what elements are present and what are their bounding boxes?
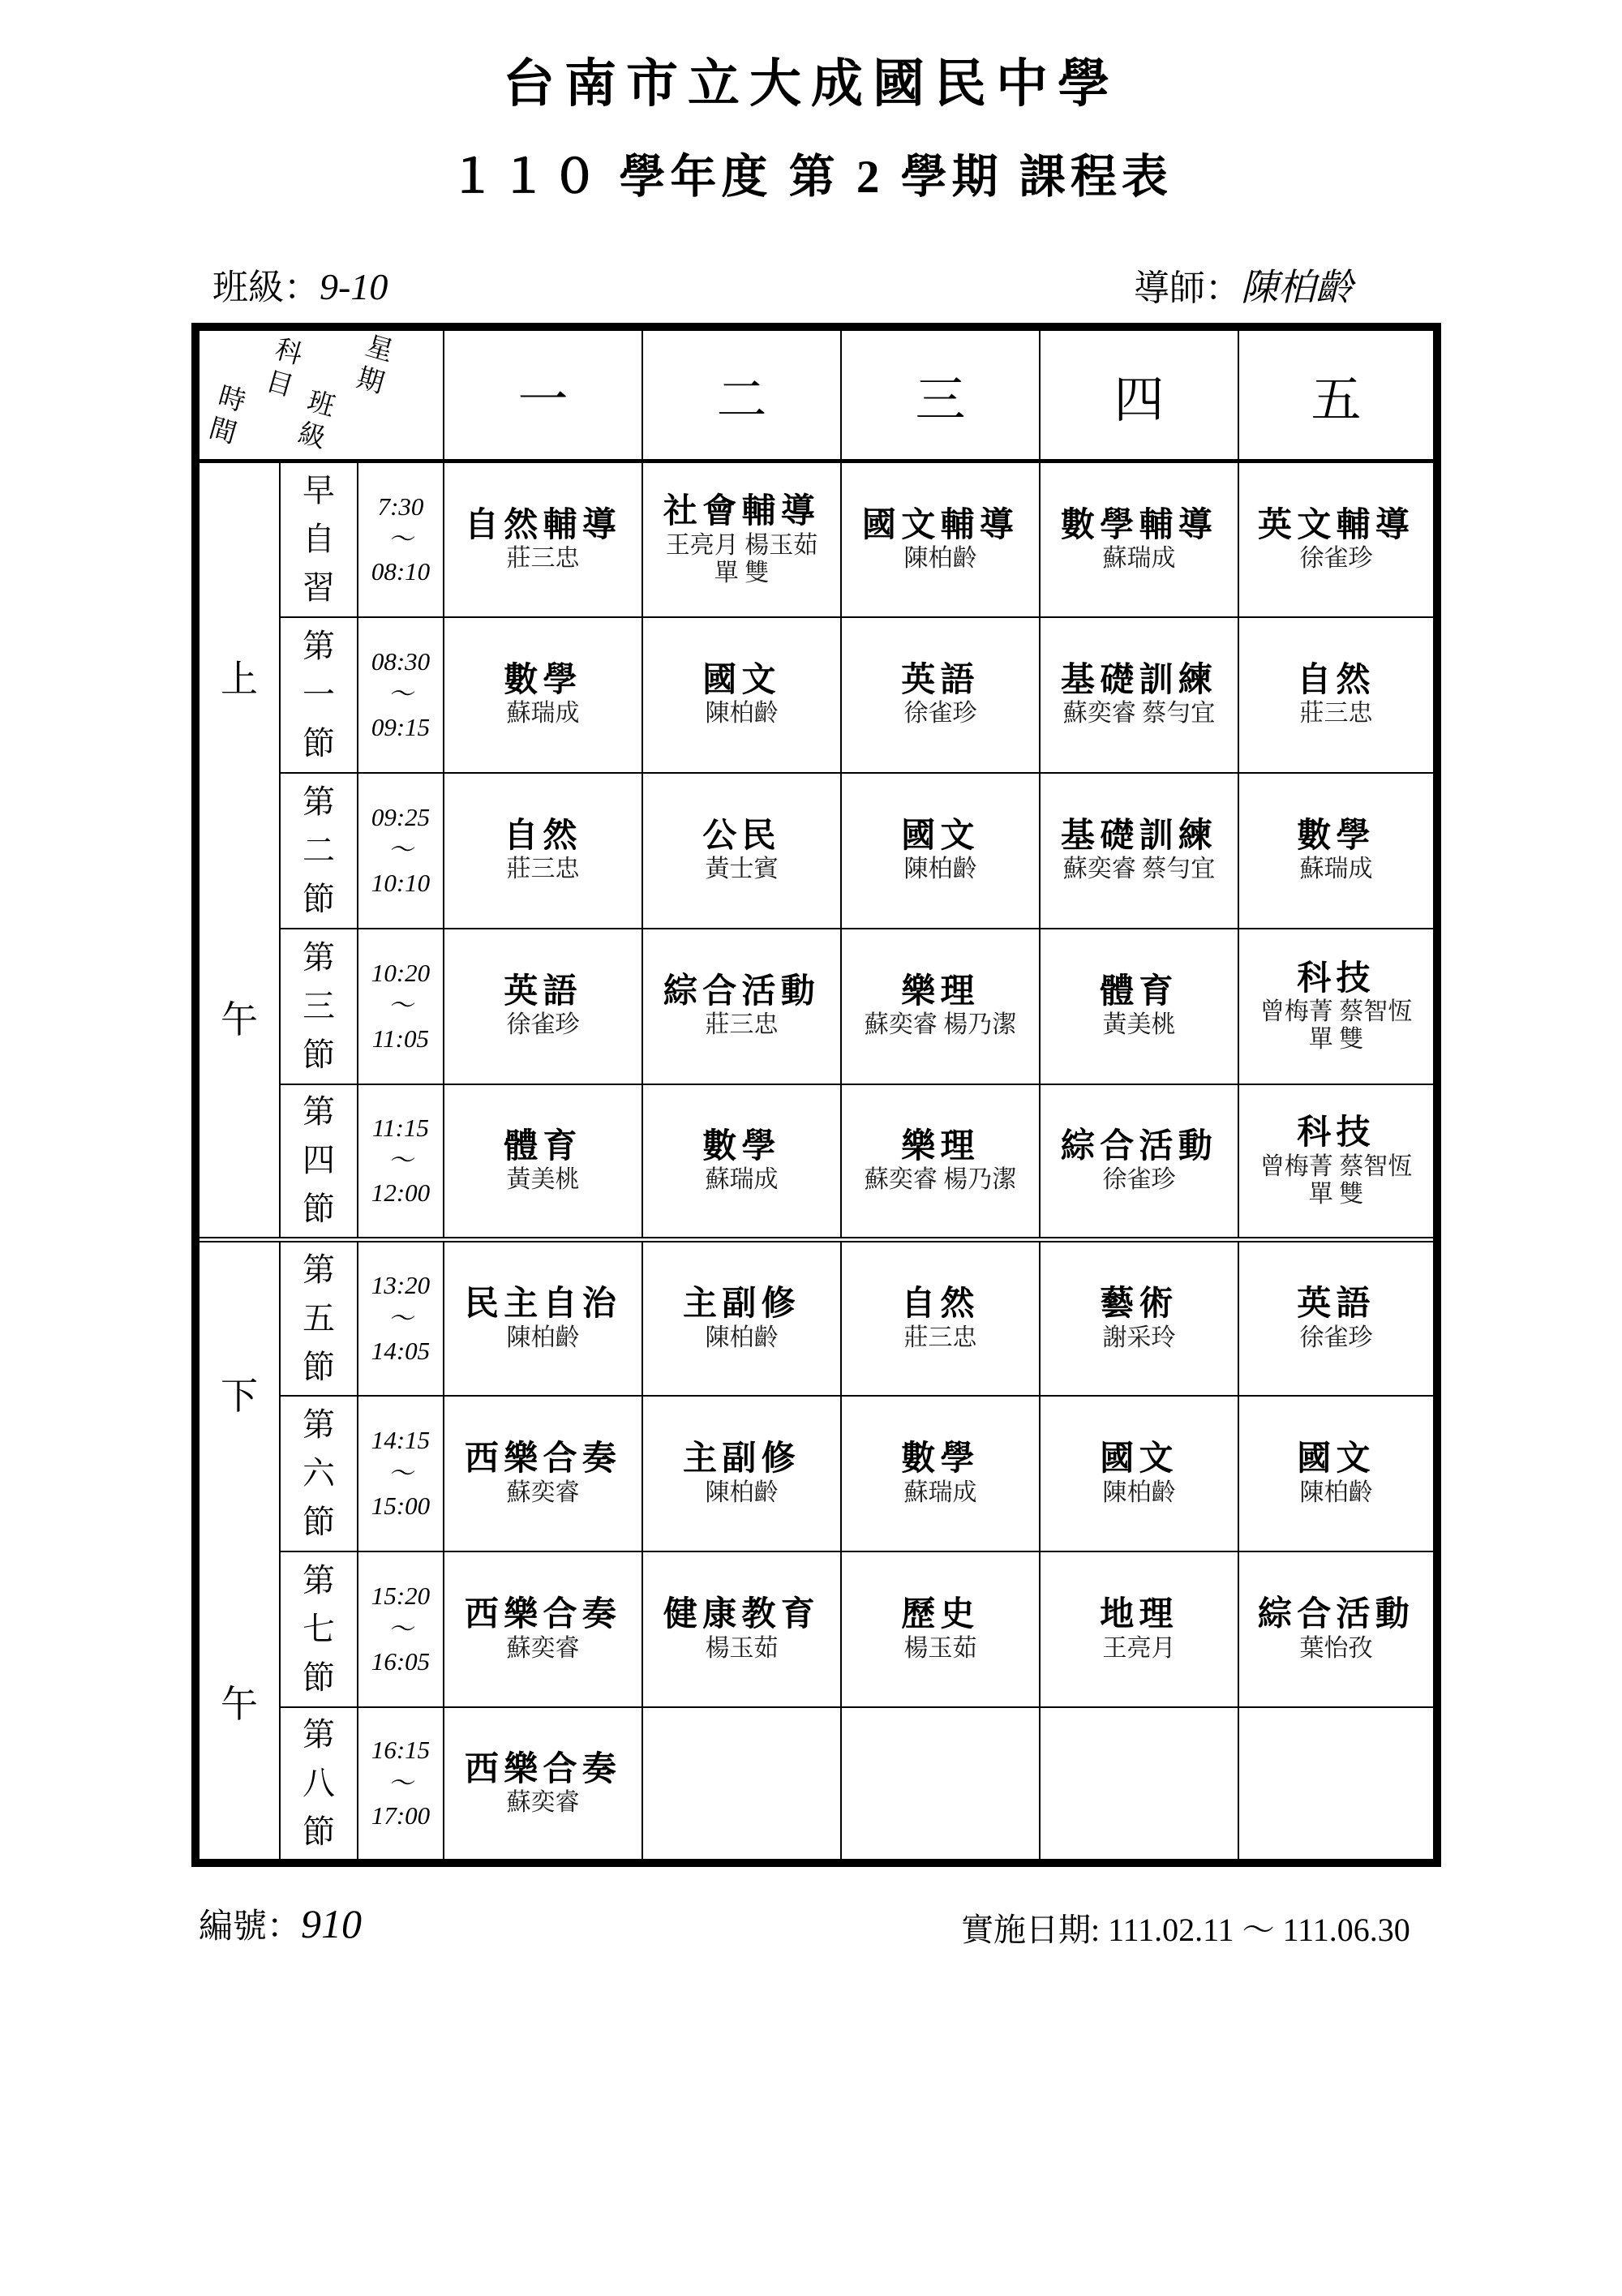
timetable-cell — [1238, 1551, 1437, 1707]
timetable — [191, 323, 1441, 1867]
timetable-cell — [841, 773, 1040, 929]
time-range — [358, 1551, 444, 1707]
timetable-cell — [444, 1707, 642, 1863]
corner-time-label: 時間 — [205, 381, 249, 450]
timetable-row — [195, 773, 1437, 929]
subject-label: 綜合活動 — [663, 973, 821, 1011]
time-start: 15:20 — [371, 1581, 431, 1611]
serial-label: 編號： — [199, 1908, 302, 1946]
timetable-header-row — [195, 327, 1437, 461]
period-label — [280, 1396, 358, 1551]
teacher-label: 王亮月 楊玉茹 — [665, 531, 818, 559]
time-range — [358, 1240, 444, 1396]
time-range — [358, 461, 444, 617]
teacher-label: 莊三忠 — [903, 1324, 977, 1351]
teacher-label: 黃美桃 — [506, 1166, 580, 1194]
teacher-label: 楊玉茹 — [903, 1634, 977, 1662]
timetable-row — [195, 461, 1437, 617]
teacher-label: 陳柏齡 — [705, 1324, 779, 1351]
time-separator: 〜 — [388, 1303, 414, 1333]
timetable-cell — [1238, 617, 1437, 773]
timetable-cell — [1040, 1396, 1238, 1551]
day-header-fri: 五 — [1238, 327, 1437, 461]
class-label: 班級： — [212, 268, 320, 307]
teacher-label: 蘇瑞成 — [705, 1166, 779, 1194]
subject-label: 公民 — [702, 818, 781, 856]
timetable-cell — [642, 1084, 841, 1240]
timetable-cell — [444, 929, 642, 1084]
timetable-cell — [444, 461, 642, 617]
time-end: 15:00 — [371, 1491, 431, 1520]
time-separator: 〜 — [388, 680, 414, 709]
timetable-cell — [444, 1084, 642, 1240]
timetable-cell — [841, 461, 1040, 617]
teacher-label: 蘇瑞成 — [1299, 856, 1373, 883]
period-text: 第八節 — [303, 1715, 335, 1850]
period-label — [280, 461, 358, 617]
subject-label: 數學 — [1297, 818, 1375, 856]
subject-label: 西樂合奏 — [464, 1596, 622, 1634]
teacher-label: 蘇奕睿 楊乃潔 — [864, 1011, 1017, 1039]
timetable-cell — [841, 1396, 1040, 1551]
teacher-label: 楊玉茹 — [705, 1634, 779, 1662]
time-start: 13:20 — [371, 1271, 431, 1300]
time-end: 12:00 — [371, 1178, 431, 1208]
subject-label: 基礎訓練 — [1060, 662, 1218, 700]
session-pm-label — [195, 1240, 280, 1864]
corner-subject-label: 科目 — [262, 334, 306, 403]
timetable-cell — [642, 929, 841, 1084]
timetable-row — [195, 1551, 1437, 1707]
time-start: 7:30 — [377, 491, 424, 521]
subject-label: 西樂合奏 — [464, 1750, 622, 1788]
subject-label: 歷史 — [901, 1596, 980, 1634]
timetable-row — [195, 1396, 1437, 1551]
period-label — [280, 1084, 358, 1240]
time-start: 10:20 — [371, 959, 431, 988]
class-field — [212, 258, 388, 310]
subject-label: 自然輔導 — [464, 506, 622, 544]
timetable-cell — [841, 617, 1040, 773]
week-note: 單 雙 — [1308, 1026, 1364, 1054]
teacher-label: 曾梅菁 蔡智恆 — [1259, 998, 1413, 1025]
day-header-wed: 三 — [841, 327, 1040, 461]
time-start: 14:15 — [371, 1426, 431, 1455]
teacher-label: 陳柏齡 — [903, 545, 977, 573]
time-end: 16:05 — [371, 1646, 431, 1676]
teacher-label: 導師： — [1134, 268, 1241, 308]
teacher-label: 陳柏齡 — [705, 700, 779, 727]
teacher-label: 蘇瑞成 — [1102, 545, 1176, 573]
teacher-label: 黃士賓 — [705, 856, 779, 883]
timetable-row — [195, 617, 1437, 773]
teacher-label: 莊三忠 — [705, 1011, 779, 1039]
time-separator: 〜 — [388, 1614, 414, 1643]
timetable-cell — [444, 1551, 642, 1707]
timetable-cell — [841, 1551, 1040, 1707]
timetable-cell-empty — [1040, 1707, 1238, 1863]
timetable-row — [195, 1707, 1437, 1863]
teacher-label: 徐雀珍 — [1299, 1324, 1373, 1351]
week-note: 單 雙 — [714, 560, 770, 587]
time-range — [358, 929, 444, 1084]
teacher-label: 蘇奕睿 楊乃潔 — [864, 1166, 1017, 1194]
subject-label: 藝術 — [1100, 1285, 1178, 1324]
teacher-label: 蘇瑞成 — [506, 700, 580, 727]
teacher-label: 徐雀珍 — [1102, 1166, 1176, 1194]
subject-label: 英語 — [1297, 1285, 1375, 1324]
timetable-cell — [1238, 1240, 1437, 1396]
teacher-label: 蘇奕睿 — [506, 1634, 580, 1662]
timetable-cell — [1040, 1240, 1238, 1396]
subject-label: 民主自治 — [464, 1285, 622, 1324]
time-separator: 〜 — [388, 1146, 414, 1175]
time-separator: 〜 — [388, 1458, 414, 1487]
teacher-label: 蘇瑞成 — [903, 1478, 977, 1506]
timetable-cell — [1040, 461, 1238, 617]
timetable-cell — [642, 461, 841, 617]
corner-class-label: 班級 — [294, 386, 338, 455]
timetable-cell — [1040, 1084, 1238, 1240]
serial-value: 910 — [301, 1901, 363, 1946]
subject-label: 國文 — [1100, 1440, 1178, 1478]
subject-label: 數學 — [504, 662, 582, 700]
timetable-cell-empty — [642, 1707, 841, 1863]
period-text: 第三節 — [303, 938, 335, 1073]
subject-label: 主副修 — [683, 1440, 800, 1478]
period-text: 第七節 — [303, 1561, 335, 1696]
timetable-row — [195, 1240, 1437, 1396]
period-label — [280, 1240, 358, 1396]
time-end: 11:05 — [371, 1024, 430, 1053]
timetable-cell — [444, 773, 642, 929]
day-header-tue: 二 — [642, 327, 841, 461]
timetable-cell — [841, 929, 1040, 1084]
teacher-label: 王亮月 — [1102, 1634, 1176, 1662]
time-end: 09:15 — [371, 712, 431, 741]
teacher-field — [1134, 258, 1353, 311]
time-start: 09:25 — [371, 803, 431, 832]
subject-label: 國文 — [1297, 1440, 1375, 1478]
subject-label: 地理 — [1100, 1596, 1178, 1634]
teacher-label: 黃美桃 — [1102, 1011, 1176, 1039]
timetable-cell — [444, 617, 642, 773]
time-range — [358, 1707, 444, 1863]
subject-label: 體育 — [504, 1127, 582, 1165]
date-label: 實施日期: — [961, 1912, 1101, 1948]
subject-label: 樂理 — [901, 1127, 980, 1165]
period-text: 早自習 — [303, 472, 335, 607]
timetable-cell — [1040, 929, 1238, 1084]
subject-label: 英語 — [901, 662, 980, 700]
timetable-cell — [444, 1396, 642, 1551]
teacher-label: 謝采玲 — [1102, 1324, 1176, 1351]
time-separator: 〜 — [388, 1768, 414, 1797]
session-pm-text: 下午 — [220, 1375, 258, 1725]
time-separator: 〜 — [388, 991, 414, 1020]
period-text: 第六節 — [303, 1405, 335, 1540]
teacher-label: 徐雀珍 — [1299, 545, 1373, 573]
timetable-cell — [1040, 1551, 1238, 1707]
time-start: 16:15 — [371, 1736, 431, 1765]
timetable-cell — [841, 1084, 1040, 1240]
corner-day-label: 星期 — [353, 331, 397, 400]
subject-label: 樂理 — [901, 973, 980, 1011]
teacher-label: 陳柏齡 — [506, 1324, 580, 1351]
subject-label: 數學 — [901, 1440, 980, 1478]
teacher-label: 蘇奕睿 — [506, 1478, 580, 1506]
timetable-cell — [1040, 617, 1238, 773]
subject-label: 國文輔導 — [861, 506, 1019, 544]
date-value: 111.02.11 ～ 111.06.30 — [1108, 1912, 1410, 1948]
subject-label: 英文輔導 — [1257, 506, 1415, 544]
day-header-mon: 一 — [444, 327, 642, 461]
timetable-cell — [642, 1396, 841, 1551]
time-end: 14:05 — [371, 1336, 431, 1365]
subject-label: 數學 — [702, 1127, 781, 1165]
subject-label: 國文 — [901, 818, 980, 856]
period-label — [280, 1707, 358, 1863]
teacher-label: 莊三忠 — [506, 856, 580, 883]
period-text: 第二節 — [303, 783, 335, 917]
schedule-title: １１０ 學年度 第 2 學期 課程表 — [449, 152, 1173, 203]
period-text: 第一節 — [303, 627, 335, 762]
teacher-label: 莊三忠 — [1299, 700, 1373, 727]
timetable-cell — [841, 1240, 1040, 1396]
corner-header — [195, 327, 444, 461]
subject-label: 綜合活動 — [1060, 1127, 1218, 1165]
period-label — [280, 1551, 358, 1707]
teacher-label: 陳柏齡 — [705, 1478, 779, 1506]
time-separator: 〜 — [388, 525, 414, 554]
timetable-cell — [1238, 1084, 1437, 1240]
timetable-cell — [642, 1240, 841, 1396]
timetable-cell — [1238, 929, 1437, 1084]
date-range-field — [961, 1904, 1410, 1951]
week-note: 單 雙 — [1308, 1181, 1364, 1208]
teacher-label: 蘇奕睿 蔡勻宜 — [1062, 856, 1216, 883]
teacher-label: 蘇奕睿 蔡勻宜 — [1062, 700, 1216, 727]
teacher-value: 陳柏齡 — [1241, 267, 1353, 308]
subject-label: 主副修 — [683, 1285, 800, 1324]
teacher-label: 陳柏齡 — [1299, 1478, 1373, 1506]
timetable-cell — [1238, 773, 1437, 929]
subject-label: 自然 — [1297, 662, 1375, 700]
teacher-label: 曾梅菁 蔡智恆 — [1259, 1152, 1413, 1180]
school-name: 台南市立大成國民中學 — [503, 55, 1119, 113]
teacher-label: 陳柏齡 — [1102, 1478, 1176, 1506]
serial-field — [199, 1899, 362, 1948]
period-label — [280, 929, 358, 1084]
time-end: 17:00 — [371, 1801, 431, 1830]
session-am-label — [195, 461, 280, 1240]
teacher-label: 葉怡孜 — [1299, 1634, 1373, 1662]
teacher-label: 徐雀珍 — [903, 700, 977, 727]
timetable-cell-empty — [841, 1707, 1040, 1863]
subject-label: 健康教育 — [663, 1596, 821, 1634]
period-text: 第五節 — [303, 1251, 335, 1385]
subject-label: 自然 — [504, 818, 582, 856]
timetable-cell — [1238, 1396, 1437, 1551]
subject-label: 科技 — [1297, 1114, 1375, 1152]
period-label — [280, 773, 358, 929]
time-range — [358, 1084, 444, 1240]
timetable-cell-empty — [1238, 1707, 1437, 1863]
timetable-row — [195, 1084, 1437, 1240]
timetable-row — [195, 929, 1437, 1084]
subject-label: 西樂合奏 — [464, 1440, 622, 1478]
timetable-cell — [1040, 773, 1238, 929]
timetable-cell — [642, 1551, 841, 1707]
time-range — [358, 1396, 444, 1551]
subject-label: 數學輔導 — [1060, 506, 1218, 544]
subject-label: 綜合活動 — [1257, 1596, 1415, 1634]
day-header-thu: 四 — [1040, 327, 1238, 461]
time-end: 08:10 — [371, 557, 431, 586]
subject-label: 國文 — [702, 662, 781, 700]
subject-label: 社會輔導 — [663, 493, 821, 531]
time-start: 08:30 — [371, 647, 431, 676]
teacher-label: 蘇奕睿 — [506, 1788, 580, 1816]
time-range — [358, 617, 444, 773]
timetable-cell — [642, 773, 841, 929]
teacher-label: 陳柏齡 — [903, 856, 977, 883]
subject-label: 科技 — [1297, 959, 1375, 998]
subject-label: 基礎訓練 — [1060, 818, 1218, 856]
time-end: 10:10 — [371, 868, 431, 897]
time-range — [358, 773, 444, 929]
teacher-label: 莊三忠 — [506, 545, 580, 573]
subject-label: 英語 — [504, 973, 582, 1011]
subject-label: 體育 — [1100, 973, 1178, 1011]
time-start: 11:15 — [371, 1113, 430, 1142]
timetable-cell — [444, 1240, 642, 1396]
period-label — [280, 617, 358, 773]
session-am-text: 上午 — [220, 659, 258, 1041]
subject-label: 自然 — [901, 1285, 980, 1324]
timetable-cell — [1238, 461, 1437, 617]
period-text: 第四節 — [303, 1093, 335, 1228]
class-value: 9-10 — [320, 266, 388, 307]
time-separator: 〜 — [388, 835, 414, 865]
teacher-label: 徐雀珍 — [506, 1011, 580, 1039]
timetable-cell — [642, 617, 841, 773]
